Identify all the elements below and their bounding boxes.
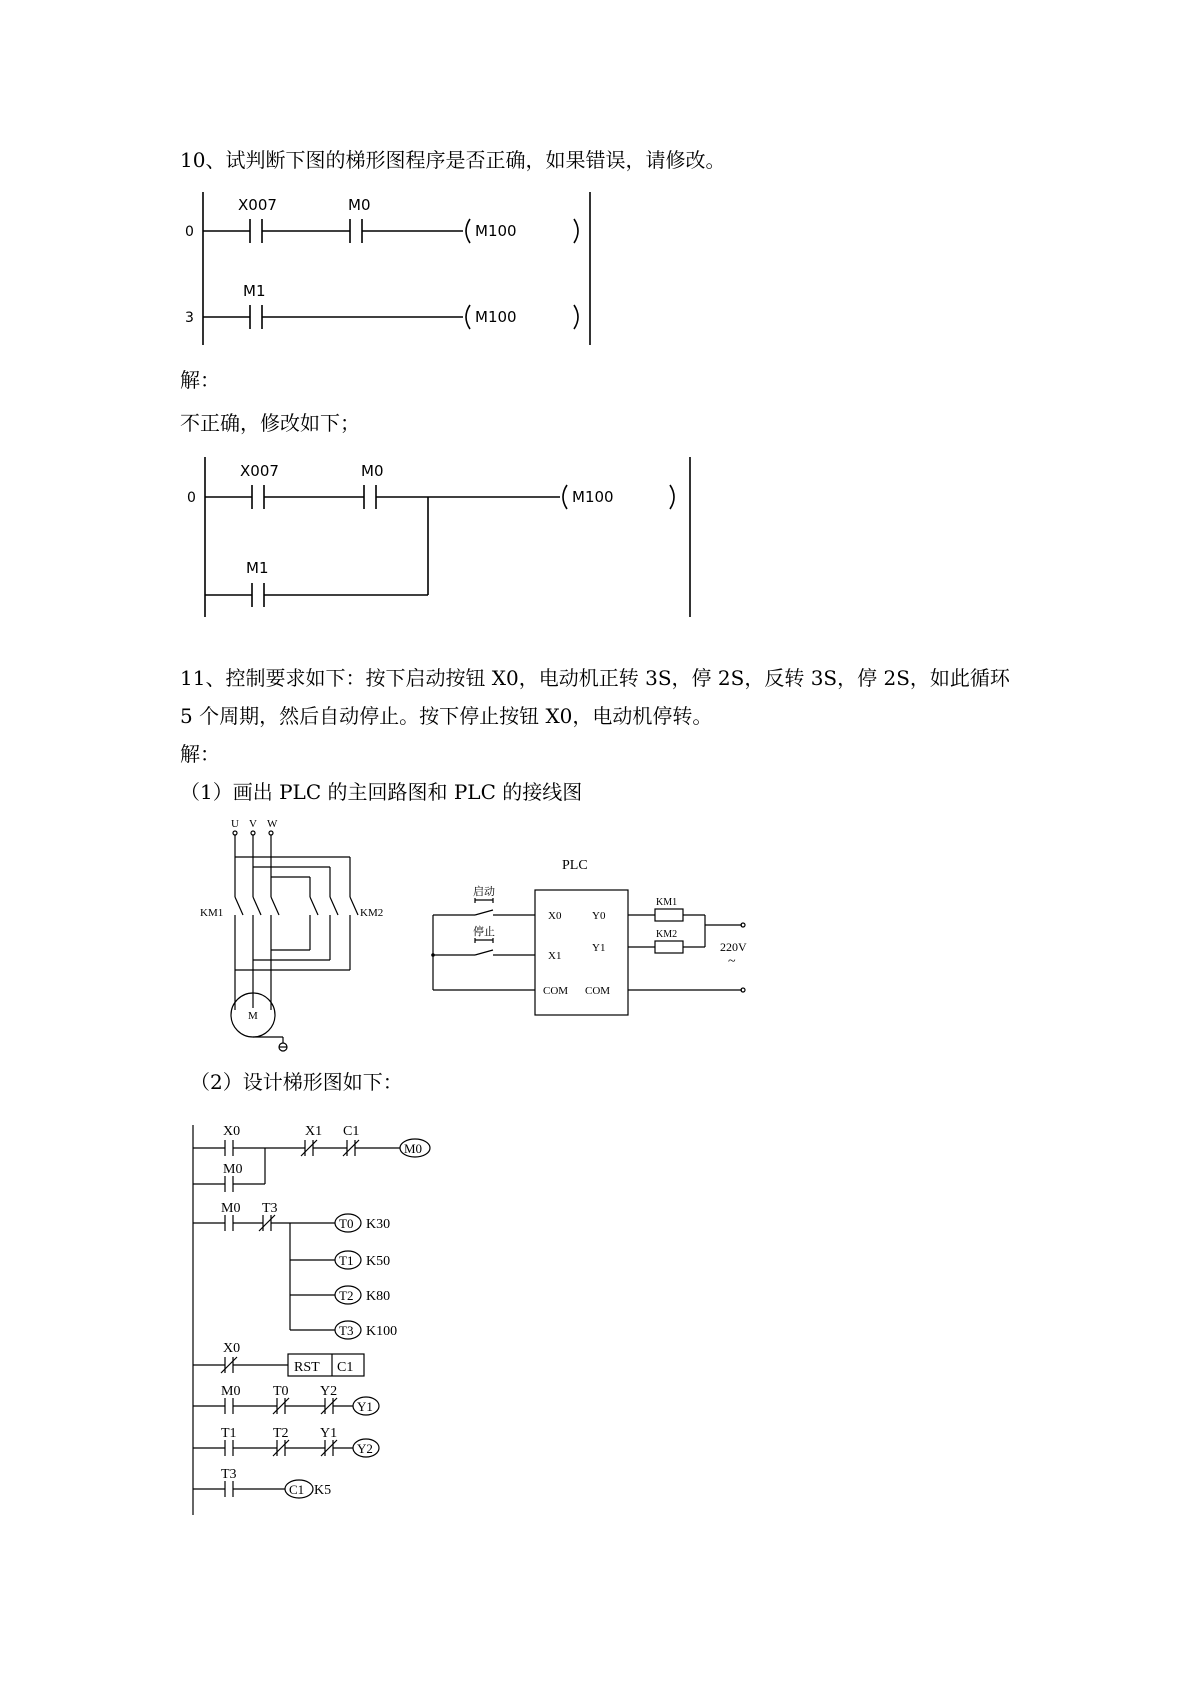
- output-com-label: COM: [585, 985, 611, 997]
- output-y0-label: Y0: [592, 910, 606, 922]
- step-number: 0: [187, 490, 196, 506]
- supply-voltage-label: 220V: [720, 940, 747, 954]
- contact-label: X0: [223, 1341, 241, 1356]
- coil-km2: [655, 941, 683, 953]
- contact-label: X0: [223, 1124, 241, 1139]
- q11-ladder-diagram: [185, 1120, 445, 1520]
- contact-label: Y2: [320, 1384, 338, 1399]
- contact-label: T0: [273, 1384, 289, 1399]
- timer-preset: K100: [366, 1324, 398, 1339]
- timer-preset: K30: [366, 1217, 391, 1232]
- contact-label: X1: [305, 1124, 323, 1139]
- contact-label: M0: [221, 1201, 241, 1216]
- coil-label-m100: M100: [475, 308, 517, 326]
- coil-label: Y1: [357, 1399, 373, 1414]
- coil-km2-label: KM2: [656, 929, 678, 940]
- ac-symbol: ~: [728, 954, 736, 969]
- q11-step2: （2）设计梯形图如下：: [190, 1070, 403, 1094]
- q10-answer-text: 不正确，修改如下；: [180, 411, 360, 435]
- coil-label-m100: M100: [475, 222, 517, 240]
- contact-label: M0: [221, 1384, 241, 1399]
- contact-label: T3: [221, 1467, 237, 1482]
- step-number: 3: [185, 310, 194, 326]
- contactor-km2-label: KM2: [360, 907, 384, 919]
- q10-original-ladder: [170, 190, 610, 350]
- contact-label-x007: X007: [238, 196, 277, 214]
- contact-label-m1: M1: [246, 559, 269, 577]
- timer-label: T3: [339, 1323, 354, 1338]
- timer-preset: K80: [366, 1289, 391, 1304]
- timer-preset: K50: [366, 1254, 391, 1269]
- q11-answer-label: 解：: [180, 742, 220, 766]
- start-button-label: 启动: [473, 885, 495, 898]
- coil-label: M0: [404, 1141, 423, 1156]
- contactor-km1-label: KM1: [200, 907, 224, 919]
- coil-km1-label: KM1: [656, 897, 678, 908]
- contact-label: T1: [221, 1426, 237, 1441]
- step-number: 0: [185, 224, 194, 240]
- input-x0-label: X0: [548, 910, 562, 922]
- main-circuit-diagram: [195, 815, 395, 1055]
- input-x1-label: X1: [548, 950, 562, 962]
- contact-label: T3: [262, 1201, 278, 1216]
- q10-answer-label: 解：: [180, 368, 220, 392]
- phase-v-label: V: [249, 818, 257, 830]
- q11-question-line1: 11、控制要求如下：按下启动按钮 X0，电动机正转 3S，停 2S，反转 3S，停 2S，如此循环: [180, 666, 1010, 690]
- timer-label: T2: [339, 1288, 354, 1303]
- timer-label: T0: [339, 1216, 354, 1231]
- coil-km1: [655, 909, 683, 921]
- counter-preset: K5: [314, 1483, 332, 1498]
- contact-label-x007: X007: [240, 462, 279, 480]
- contact-label-m1: M1: [243, 282, 266, 300]
- rst-label: RST: [294, 1360, 320, 1375]
- contact-label: M0: [223, 1162, 243, 1177]
- plc-title: PLC: [562, 858, 588, 873]
- rst-target: C1: [337, 1360, 354, 1375]
- stop-button-label: 停止: [473, 925, 495, 938]
- motor-label: M: [248, 1010, 258, 1022]
- timer-label: T1: [339, 1253, 354, 1268]
- contact-label: Y1: [320, 1426, 338, 1441]
- contact-label: C1: [343, 1124, 360, 1139]
- q11-step1: （1）画出 PLC 的主回路图和 PLC 的接线图: [180, 780, 583, 804]
- input-com-label: COM: [543, 985, 569, 997]
- plc-wiring-diagram: [420, 855, 780, 1025]
- phase-w-label: W: [267, 818, 278, 830]
- q10-corrected-ladder: [170, 455, 710, 625]
- coil-label-m100: M100: [572, 488, 614, 506]
- contact-label: T2: [273, 1426, 289, 1441]
- phase-u-label: U: [231, 818, 239, 830]
- q10-question: 10、试判断下图的梯形图程序是否正确，如果错误，请修改。: [180, 148, 726, 172]
- contact-label-m0: M0: [348, 196, 371, 214]
- q11-question-line2: 5 个周期，然后自动停止。按下停止按钮 X0，电动机停转。: [180, 704, 713, 728]
- contact-label-m0: M0: [361, 462, 384, 480]
- counter-label: C1: [289, 1482, 305, 1497]
- output-y1-label: Y1: [592, 942, 606, 954]
- coil-label: Y2: [357, 1441, 373, 1456]
